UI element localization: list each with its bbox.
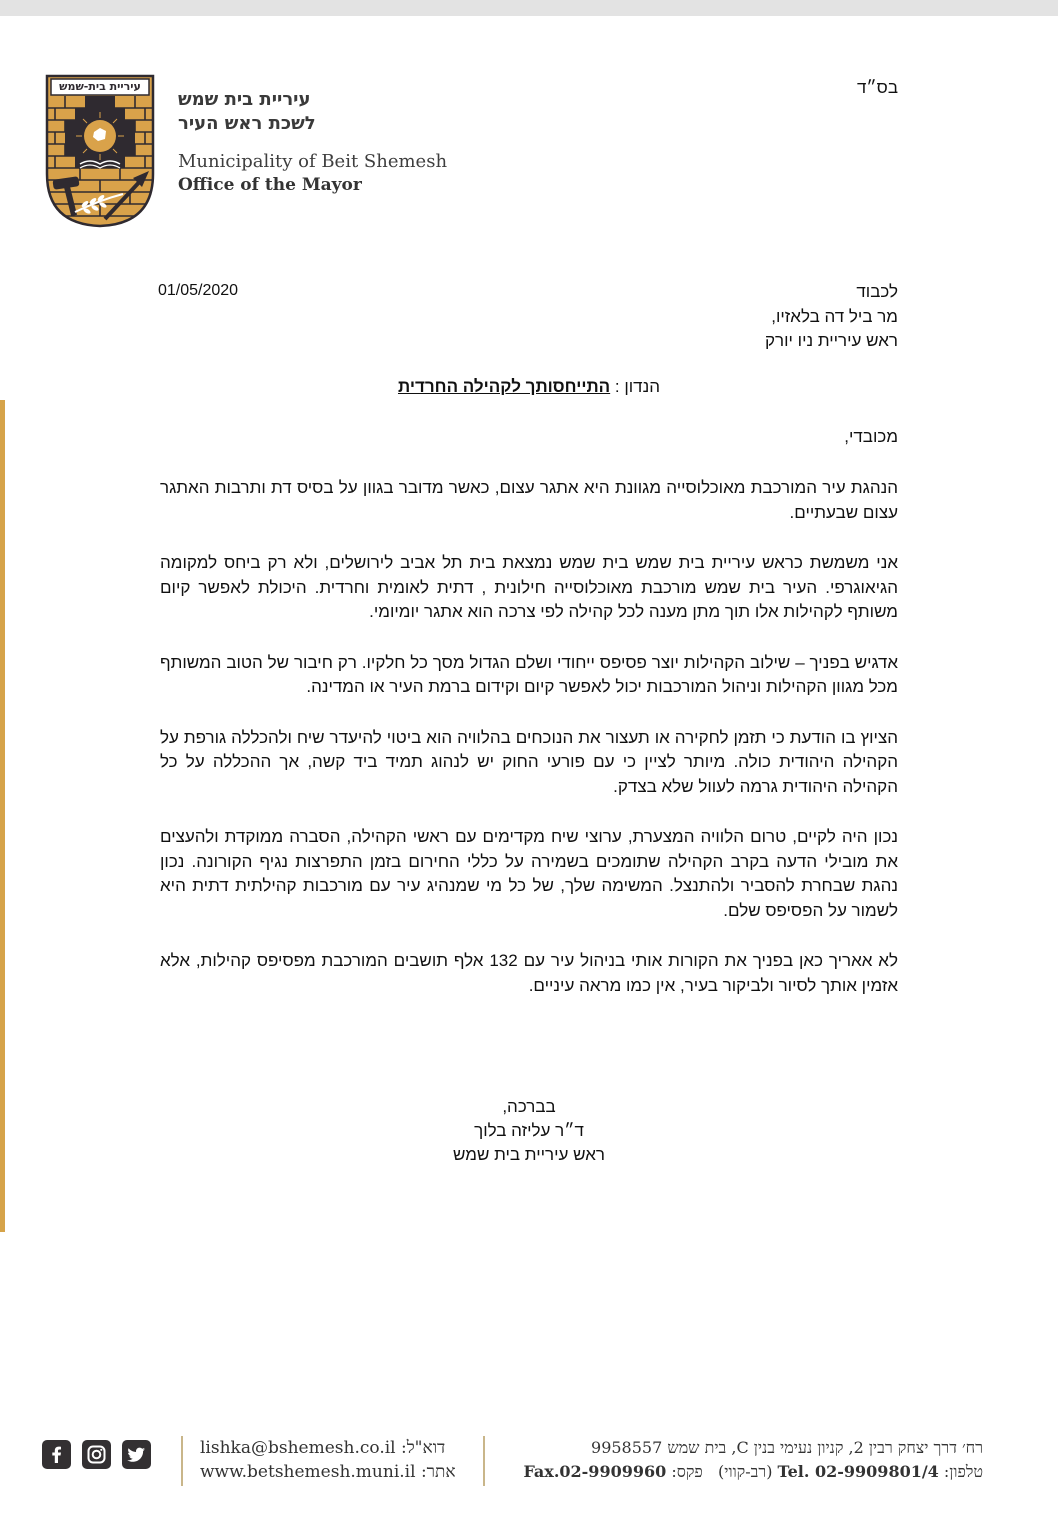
letterhead-hebrew-line1: עיריית בית שמש	[178, 89, 311, 110]
letterhead-hebrew-line2: לשכת ראש העיר	[178, 113, 316, 134]
logo-banner-text: עיריית בית-שמש	[59, 80, 141, 93]
website-label: אתר:	[420, 1462, 456, 1482]
signature-title: ראש עיריית בית שמש	[453, 1145, 605, 1164]
signature-closing: בברכה,	[502, 1097, 556, 1116]
letter-body	[160, 476, 898, 1024]
municipality-logo	[45, 74, 155, 228]
signature-block	[0, 1095, 1058, 1167]
email-label: דוא"ל:	[401, 1438, 446, 1458]
phone-number: Tel. 02-9909801/4	[777, 1462, 939, 1481]
contact-info	[200, 1436, 456, 1484]
fax-number: Fax.02-9909960	[523, 1462, 667, 1481]
phone-note: (רב-קווי)	[718, 1462, 773, 1481]
website-link[interactable]: www.betshemesh.muni.il	[200, 1462, 416, 1482]
paragraph: נכון היה לקיים, טרום הלוויה המצערת, ערוצי שיח מקדימים עם ראשי הקהילה, הסברה ממוקדת ולהעצים את מובילי הדעה בקרב הקהילה שתומכים בשמירה על כללי החירום בזמן התפרצות נגיף הקורונה. נכון נהגת שבחרת להסביר ולהתנצל. המשימה שלך, של כל מי שמנהיג עיר עם מורכבות קהילתית דתית היא לשמור על הפסיפס שלם.	[160, 827, 898, 920]
footer-divider	[483, 1436, 485, 1486]
signature-name: ד״ר עליזה בלוך	[474, 1121, 584, 1140]
paragraph: לא אאריך כאן בפניך את הקורות אותי בניהול עיר עם 132 אלף תושבים המורכבת מפסיפס קהילות, אלא אזמין אותך לסיור ולביקור בעיר, אין כמו מראה עיניים.	[160, 951, 898, 995]
addressee-block	[765, 280, 898, 354]
subject-line	[0, 377, 1058, 397]
addressee-line3: ראש עיריית ניו יורק	[764, 331, 898, 350]
addressee-line2: מר ביל דה בלאזיו,	[771, 306, 898, 326]
email-link[interactable]: lishka@bshemesh.co.il	[200, 1438, 396, 1458]
coat-of-arms-icon	[45, 74, 155, 228]
footer-divider	[181, 1436, 183, 1486]
instagram-icon[interactable]	[82, 1440, 111, 1469]
letterhead-english-line1: Municipality of Beit Shemesh	[178, 151, 448, 172]
letter-date: 01/05/2020	[158, 282, 239, 299]
top-gray-bar	[0, 0, 1058, 16]
twitter-icon[interactable]	[122, 1440, 151, 1469]
letterhead	[178, 88, 478, 197]
paragraph: הציוץ בו הודעת כי תזמן לחקירה או תעצור את הנוכחים בהלוויה הוא ביטוי להיעדר שיח ולהכללה גורפת על הקהילה היהודית כולה. מיותר לציין כי עם פורעי החוק יש לנהוג תמיד ביד קשה, אך ההכללה על כל הקהילה היהודית גרמה לעוול שלא בצדק.	[160, 727, 898, 796]
phone-label: טלפון:	[943, 1462, 983, 1481]
subject-title: התייחסותך לקהילה החרדית	[397, 377, 611, 396]
facebook-icon[interactable]	[42, 1440, 71, 1469]
paragraph: הנהגת עיר המורכבת מאוכלוסייה מגוונת היא אתגר עצום, כאשר מדובר בגוון על בסיס דת ותרבות האתגר עצום שבעתיים.	[160, 478, 898, 522]
social-links	[42, 1440, 151, 1469]
footer	[0, 1432, 1058, 1492]
address-info	[505, 1436, 983, 1484]
paragraph: אני משמשת כראש עיריית בית שמש בית שמש נמצאת בית תל אביב לירושלים, ולא רק ביחס למקומה הגיאוגרפי. העיר בית שמש מורכבת מאוכלוסייה חילונית , דתית לאומית וחרדית. היכולת לאפשר קיום משותף לקהילות אלו תוך מתן מענה לכל קהילה לפי צרכה הוא אתגר יומיומי.	[160, 553, 898, 621]
salutation: מכובדי,	[844, 427, 898, 446]
postal-address: רח׳ דרך יצחק רבין 2, קניון נעימי בנין C, בית שמש 9958557	[591, 1438, 983, 1457]
letterhead-english-line2: Office of the Mayor	[178, 175, 362, 195]
fax-label: פקס:	[671, 1462, 703, 1481]
addressee-line1: לכבוד	[856, 282, 898, 301]
subject-label: הנדון :	[614, 377, 660, 396]
bsd-header: בס״ד	[857, 78, 898, 97]
paragraph: אדגיש בפניך – שילוב הקהילות יוצר פסיפס ייחודי ושלם הגדול מסך כל חלקיו. רק חיבור של הטוב המשותף מכל מגוון הקהילות וניהול המורכבות יכול לאפשר קיום וקידום ברמת העיר או המדינה.	[160, 652, 898, 696]
